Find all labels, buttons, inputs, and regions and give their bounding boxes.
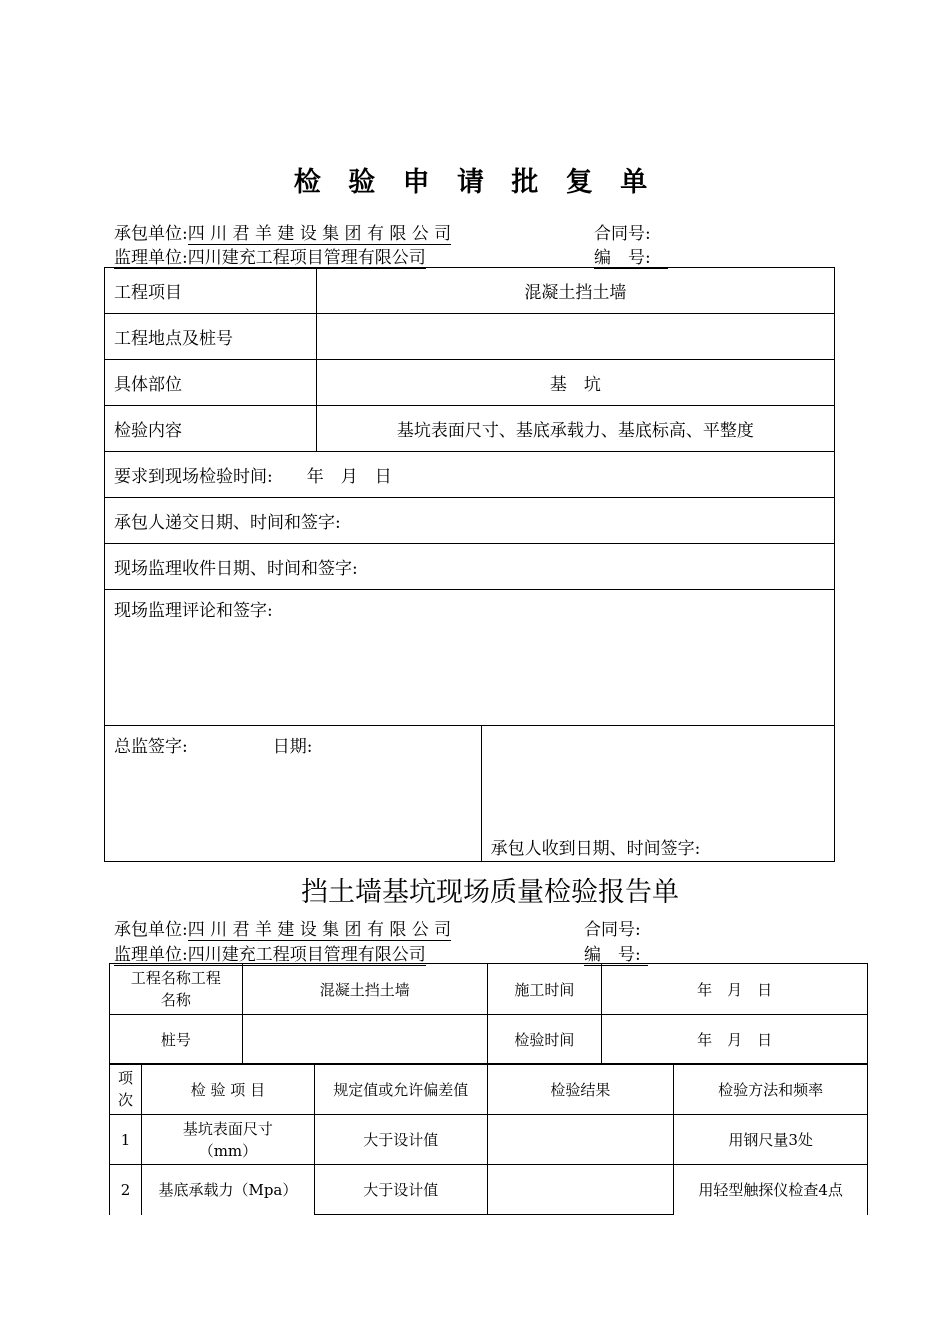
header-method: 检验方法和频率 bbox=[674, 1064, 868, 1115]
part-value: 基 坑 bbox=[316, 360, 834, 406]
contractor-value: 四 川 君 羊 建 设 集 团 有 限 公 司 bbox=[187, 920, 452, 940]
project-name-value: 混凝土挡土墙 bbox=[242, 964, 487, 1015]
station-value bbox=[242, 1015, 487, 1065]
item-spec: 大于设计值 bbox=[314, 1115, 487, 1165]
form1-serial-label: 编 号: bbox=[594, 243, 668, 269]
project-label: 工程项目 bbox=[105, 268, 317, 314]
quality-report-info-table bbox=[109, 963, 868, 1065]
form1-contract-no-label: 合同号: bbox=[594, 224, 651, 244]
supervisor-label: 监理单位: bbox=[114, 945, 188, 965]
item-result bbox=[487, 1165, 674, 1215]
form2-contractor-line bbox=[114, 915, 451, 940]
form2-contract-no-label: 合同号: bbox=[584, 920, 641, 940]
project-value: 混凝土挡土墙 bbox=[316, 268, 834, 314]
item-spec: 大于设计值 bbox=[314, 1165, 487, 1215]
form2-supervisor-line bbox=[114, 940, 426, 965]
form1-contractor-line bbox=[114, 219, 451, 244]
inspect-time-label: 检验时间 bbox=[487, 1015, 602, 1065]
header-result: 检验结果 bbox=[487, 1064, 674, 1115]
contractor-label: 承包单位: bbox=[114, 224, 188, 244]
part-label: 具体部位 bbox=[105, 360, 317, 406]
header-item: 检 验 项 目 bbox=[141, 1064, 314, 1115]
contractor-value: 四 川 君 羊 建 设 集 团 有 限 公 司 bbox=[187, 224, 452, 244]
location-label: 工程地点及桩号 bbox=[105, 314, 317, 360]
inspect-time-value: 年 月 日 bbox=[602, 1015, 868, 1065]
item-index: 2 bbox=[110, 1165, 142, 1215]
supervisor-receive: 现场监理收件日期、时间和签字: bbox=[105, 544, 835, 590]
form1-title: 检 验 申 请 批 复 单 bbox=[293, 167, 657, 198]
table-row bbox=[110, 1165, 868, 1215]
form2-serial-label: 编 号: bbox=[584, 940, 648, 966]
contractor-submit: 承包人递交日期、时间和签字: bbox=[105, 498, 835, 544]
form1-supervisor-line bbox=[114, 243, 426, 268]
chief-sign: 总监签字: 日期: bbox=[105, 726, 482, 862]
supervisor-value: 四川建充工程项目管理有限公司 bbox=[187, 248, 426, 268]
contractor-receive: 承包人收到日期、时间签字: bbox=[481, 726, 834, 862]
table-row bbox=[110, 1115, 868, 1165]
location-value bbox=[316, 314, 834, 360]
supervisor-comment: 现场监理评论和签字: bbox=[105, 590, 835, 726]
build-time-label: 施工时间 bbox=[487, 964, 602, 1015]
project-name-label: 工程名称工程名称 bbox=[110, 964, 243, 1015]
inspection-request-table bbox=[104, 267, 835, 862]
content-label: 检验内容 bbox=[105, 406, 317, 452]
header-index: 项次 bbox=[110, 1064, 142, 1115]
item-method: 用轻型触探仪检查4点 bbox=[674, 1165, 868, 1215]
quality-report-items-table bbox=[109, 1063, 868, 1215]
request-time: 要求到现场检验时间: 年 月 日 bbox=[105, 452, 835, 498]
item-index: 1 bbox=[110, 1115, 142, 1165]
item-result bbox=[487, 1115, 674, 1165]
item-name: 基底承载力（Mpa） bbox=[141, 1165, 314, 1215]
supervisor-label: 监理单位: bbox=[114, 248, 188, 268]
item-name: 基坑表面尺寸（mm） bbox=[141, 1115, 314, 1165]
build-time-value: 年 月 日 bbox=[602, 964, 868, 1015]
contractor-label: 承包单位: bbox=[114, 920, 188, 940]
form2-title: 挡土墙基坑现场质量检验报告单 bbox=[301, 877, 679, 908]
content-value: 基坑表面尺寸、基底承载力、基底标高、平整度 bbox=[316, 406, 834, 452]
item-method: 用钢尺量3处 bbox=[674, 1115, 868, 1165]
supervisor-value: 四川建充工程项目管理有限公司 bbox=[187, 945, 426, 965]
station-label: 桩号 bbox=[110, 1015, 243, 1065]
header-spec: 规定值或允许偏差值 bbox=[314, 1064, 487, 1115]
